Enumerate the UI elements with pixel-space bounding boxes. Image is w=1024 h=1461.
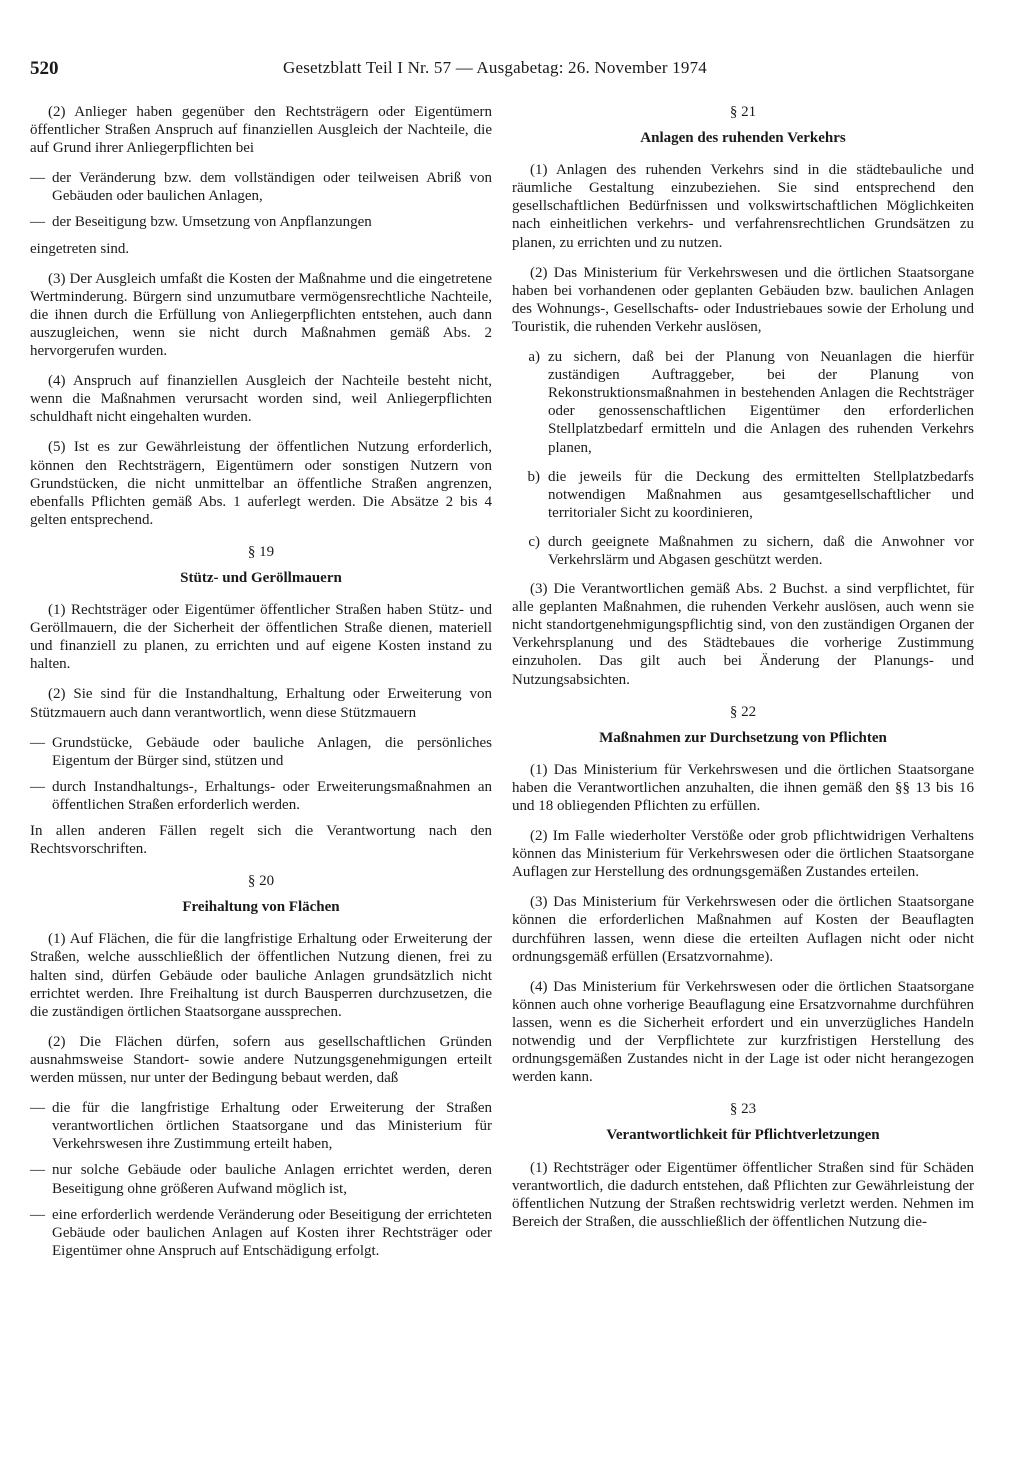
section-title: Anlagen des ruhenden Verkehrs (640, 130, 846, 147)
paragraph: (2) Anlieger haben gegenüber den Rechtsträgern oder Eigentümern öffentlicher Straßen Anspruch auf finanziellen Ausgleich der Nachteile, die auf Grund ihrer Anliegerpflichten bei (30, 104, 492, 157)
list-item: a) zu sichern, daß bei der Planung von Neuanlagen die hierfür zuständigen Auftraggeber, bei der Planung von Rekonstruktionsmaßnahmen in bestehenden Anlagen die Rechtsträger oder genossenschaftlichen Eigentümer den erforderlichen Stellplatzbedarf ermitteln und die Anlagen des ruhenden Verkehrs planen, (528, 349, 974, 456)
section-title: Stütz- und Geröllmauern (180, 569, 342, 586)
list-item: — der Veränderung bzw. dem vollständigen oder teilweisen Abriß von Gebäuden oder baulichen Anlagen, (30, 170, 492, 205)
section-title: Maßnahmen zur Durchsetzung von Pflichten (599, 729, 887, 746)
paragraph: eingetreten sind. (30, 240, 130, 257)
paragraph: (2) Sie sind für die Instandhaltung, Erhaltung oder Erweiterung von Stützmauern auch dann verantwortlich, wenn diese Stützmauern (30, 686, 492, 721)
right-column (512, 103, 974, 1243)
paragraph: (3) Das Ministerium für Verkehrswesen oder die örtlichen Staatsorgane können die erforderlichen Maßnahmen auf Kosten der Beauflagten durchführen lassen, wenn diese die erteilten Auflagen nicht oder nicht ordnungsgemäß erfüllen (Ersatzvornahme). (512, 894, 974, 965)
list-item: — Grundstücke, Gebäude oder bauliche Anlagen, die persönliches Eigentum der Bürger sind, stützen und (30, 734, 492, 769)
paragraph: (2) Das Ministerium für Verkehrswesen und die örtlichen Staatsorgane haben bei vorhandenen oder geplanten Gebäuden bzw. baulichen Anlagen des Wohnungs-, Gesellschafts- oder Industriebaues sowie der Erholung und Touristik, die ruhenden Verkehr auslösen, (512, 264, 974, 335)
paragraph: (1) Das Ministerium für Verkehrswesen und die örtlichen Staatsorgane haben die Verantwortlichen anzuhalten, die ihnen gemäß den §§ 13 bis 16 und 18 obliegenden Pflichten zu erfüllen. (512, 761, 974, 814)
page-number: 520 (30, 58, 59, 79)
paragraph: (1) Rechtsträger oder Eigentümer öffentlicher Straßen sind für Schäden verantwortlich, die dadurch entstehen, daß Pflichten zur Gewährleistung der öffentlichen Nutzung der Straßen rechtswidrig verletzt werden. Nehmen im Bereich der Straßen, die ausschließlich der öffentlichen Nutzung die- (512, 1159, 974, 1230)
section-number: § 23 (729, 1101, 757, 1118)
section-number: § 22 (729, 703, 757, 720)
paragraph: In allen anderen Fällen regelt sich die Verantwortung nach den Rechtsvorschriften. (30, 823, 492, 858)
list-item: c) durch geeignete Maßnahmen zu sichern, daß die Anwohner vor Verkehrslärm und Abgasen geschützt werden. (528, 533, 974, 568)
section-number: § 20 (247, 873, 275, 890)
paragraph: (4) Das Ministerium für Verkehrswesen oder die örtlichen Staatsorgane können auch ohne vorherige Beauflagung eine Ersatzvornahme durchführen lassen, wenn es die Sicherheit erfordert und ein unverzügliches Handeln notwendig und der Verpflichtete zur kurzfristigen Herstellung des ordnungsgemäßen Zustandes nicht in der Lage ist oder nicht herangezogen werden kann. (512, 978, 974, 1086)
paragraph: (2) Im Falle wiederholter Verstöße oder grob pflichtwidrigen Verhaltens können das Ministerium für Verkehrswesen oder die örtlichen Staatsorgane Auflagen zur Herstellung des ordnungsgemäßen Zustandes erteilen. (512, 828, 974, 881)
paragraph: (4) Anspruch auf finanziellen Ausgleich der Nachteile besteht nicht, wenn die Maßnahmen verursacht worden sind, weil Anliegerpflichten schuldhaft nicht eingehalten wurden. (30, 373, 492, 426)
paragraph: (3) Der Ausgleich umfaßt die Kosten der Maßnahme und die eingetretene Wertminderung. Bürgern sind unzumutbare vermögensrechtliche Nachteile, die ihnen durch die Erfüllung von Anliegerpflichten entstehen, auch dann auszugleichen, wenn sie nicht durch Maßnahmen gemäß Abs. 2 hervorgerufen wurden. (30, 270, 492, 360)
running-title: Gesetzblatt Teil I Nr. 57 — Ausgabetag: 26. November 1974 (283, 58, 707, 77)
section-title: Verantwortlichkeit für Pflichtverletzungen (606, 1127, 880, 1144)
page-header (30, 58, 960, 84)
list-item: — der Beseitigung bzw. Umsetzung von Anpflanzungen (30, 214, 372, 231)
section-number: § 19 (247, 543, 275, 560)
list-item: — eine erforderlich werdende Veränderung oder Beseitigung der errichteten Gebäude oder baulichen Anlagen auf Kosten ihrer Rechtsträger oder Eigentümer ohne Anspruch auf Entschädigung erfolgt. (30, 1206, 492, 1259)
paragraph: (1) Anlagen des ruhenden Verkehrs sind in die städtebauliche und räumliche Gestaltung einzubeziehen. Sie sind entsprechend den gesellschaftlichen Bedürfnissen und volkswirtschaftlichen Möglichkeiten nach einheitlichen verkehrs- und verfahrensrechtlichen Grundsätzen zu planen, zu errichten und zu nutzen. (512, 162, 974, 251)
paragraph: (2) Die Flächen dürfen, sofern aus gesellschaftlichen Gründen ausnahmsweise Standort- sowie andere Nutzungsgenehmigungen erteilt werden müssen, nur unter der Bedingung bebaut werden, daß (30, 1033, 492, 1087)
list-item: — durch Instandhaltungs-, Erhaltungs- oder Erweiterungsmaßnahmen an öffentlichen Straßen erforderlich werden. (30, 778, 492, 813)
list-item: — nur solche Gebäude oder bauliche Anlagen errichtet werden, deren Beseitigung ohne größeren Aufwand möglich ist, (30, 1162, 492, 1197)
paragraph: (5) Ist es zur Gewährleistung der öffentlichen Nutzung erforderlich, können den Rechtsträgern, Eigentümern oder sonstigen Nutzern von Grundstücken, die nicht unmittelbar an öffentliche Straßen angrenzen, ebenfalls Pflichten gemäß Abs. 1 auferlegt werden. Die Absätze 2 bis 4 gelten entsprechend. (30, 439, 492, 528)
paragraph: (1) Auf Flächen, die für die langfristige Erhaltung oder Erweiterung der Straßen, welche ausschließlich der öffentlichen Nutzung dienen, frei zu halten sind, dürfen Gebäude oder bauliche Anlagen grundsätzlich nicht errichtet werden. Ihre Freihaltung ist durch Bausperren durchzusetzen, die die zuständigen örtlichen Staatsorgane aussprechen. (30, 931, 492, 1020)
paragraph: (1) Rechtsträger oder Eigentümer öffentlicher Straßen haben Stütz- und Geröllmauern, die der Sicherheit der öffentlichen Straße dienen, materiell und finanziell zu planen, zu errichten und auf eigene Kosten instand zu halten. (30, 602, 492, 673)
section-number: § 21 (729, 104, 757, 120)
list-item: — die für die langfristige Erhaltung oder Erweiterung der Straßen verantwortlichen örtlichen Staatsorgane und das Ministerium für Verkehrswesen ihre Zustimmung erteilt haben, (30, 1100, 492, 1153)
list-item: b) die jeweils für die Deckung des ermittelten Stellplatzbedarfs notwendigen Maßnahmen aus gesamtgesellschaftlicher und territorialer Sicht zu koordinieren, (527, 468, 974, 521)
paragraph: (3) Die Verantwortlichen gemäß Abs. 2 Buchst. a sind verpflichtet, für alle geplanten Maßnahmen, die ruhenden Verkehr auslösen, auch wenn sie nicht standortgenehmigungspflichtig sind, von den zuständigen Organen der Verkehrsplanung und des Städtebaues die vorherige Zustimmung einzuholen. Das gilt auch bei Änderung der Planungs- und Nutzungsabsichten. (512, 581, 974, 688)
left-column (30, 103, 492, 1268)
section-title: Freihaltung von Flächen (182, 899, 340, 916)
